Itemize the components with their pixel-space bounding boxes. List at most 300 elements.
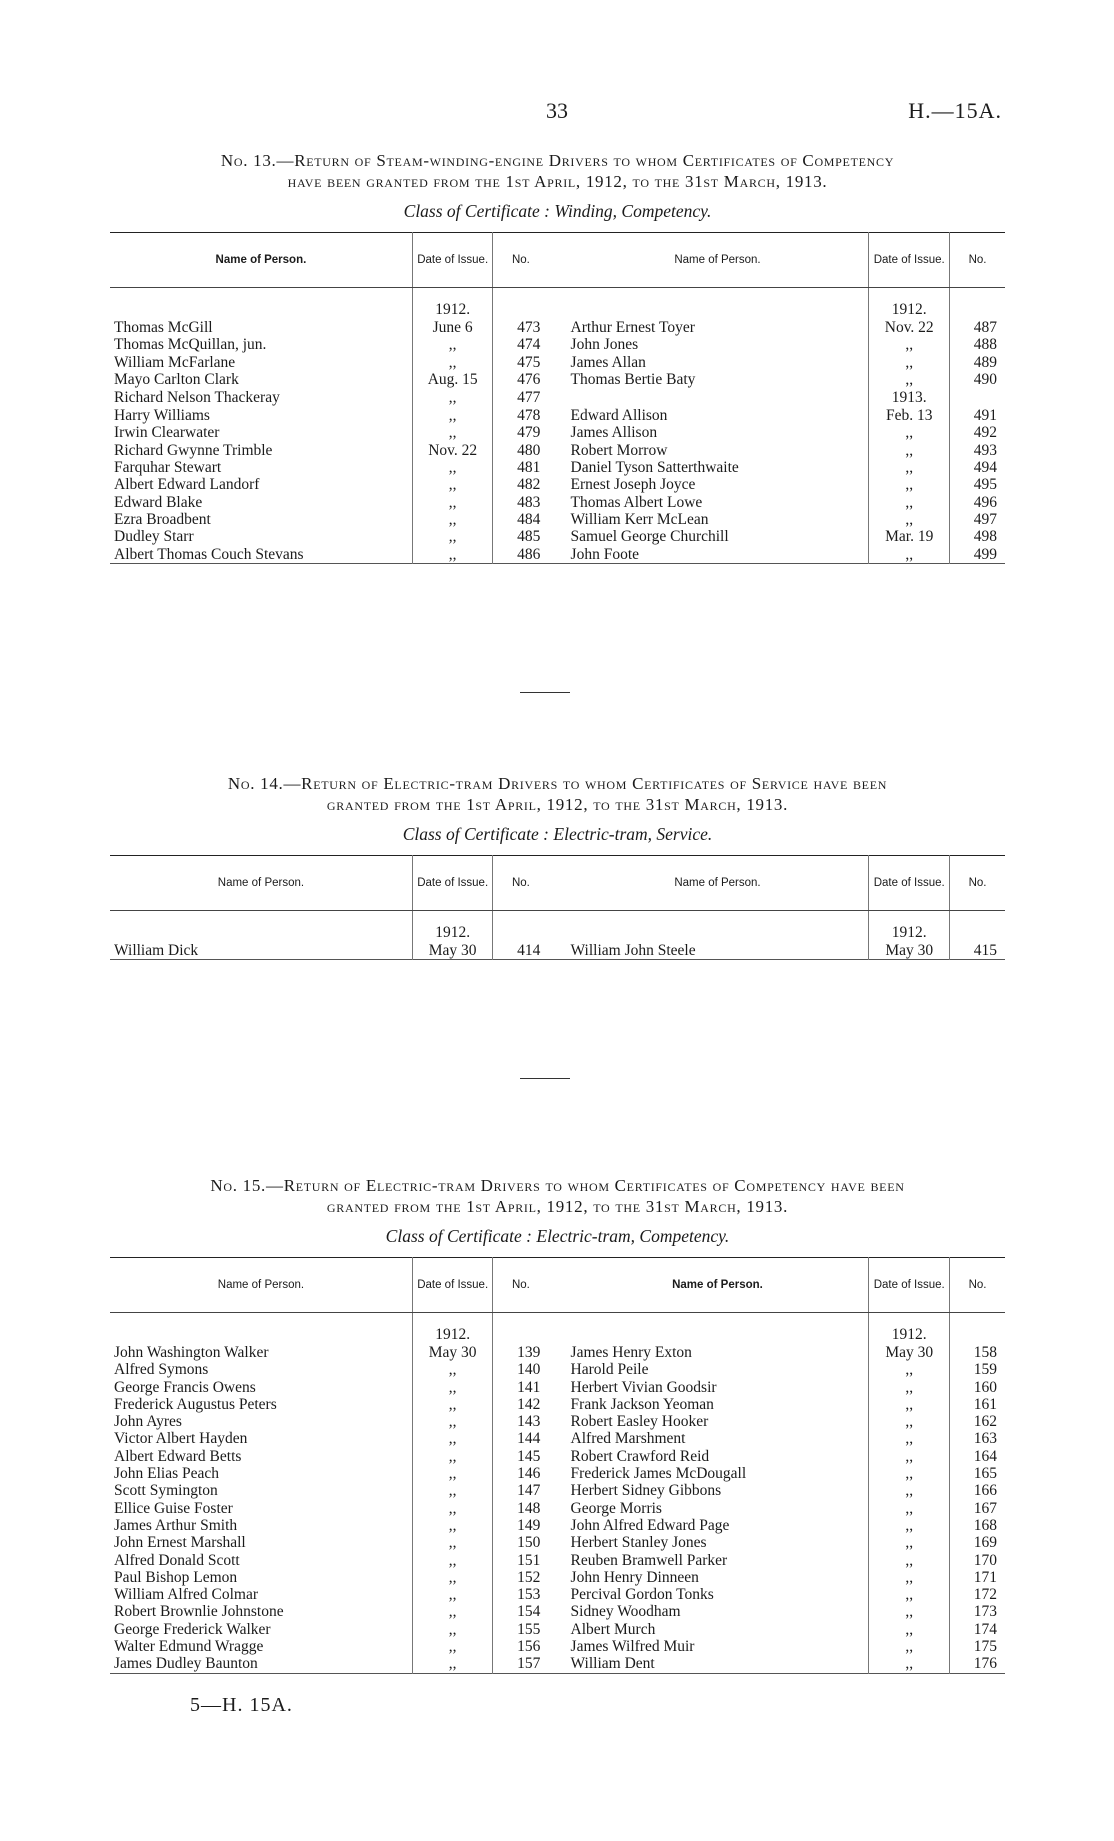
date-of-issue: 1913. <box>869 388 950 407</box>
person-name: John Washington Walker <box>114 1344 269 1361</box>
person-name: Alfred Symons <box>114 1361 209 1379</box>
section-title-line-2: have been granted from the 1st April, 1912, to the 31st March, 1913. <box>287 172 828 191</box>
certificate-number: 176 <box>950 1655 1005 1673</box>
date-of-issue: ,, <box>412 1430 493 1447</box>
certificate-number: 149 <box>493 1517 548 1534</box>
column-header-no: No. <box>493 233 548 288</box>
section-divider <box>520 1078 570 1079</box>
person-name: Frederick Augustus Peters <box>114 1395 277 1413</box>
certificate-number: 159 <box>950 1361 1005 1378</box>
person-name <box>567 388 869 407</box>
table-row <box>110 546 1005 564</box>
date-of-issue: ,, <box>869 1379 950 1396</box>
date-of-issue: ,, <box>412 1413 493 1430</box>
certificate-number: 169 <box>950 1534 1005 1551</box>
table-header-row <box>110 233 1005 288</box>
date-of-issue: ,, <box>412 1379 493 1396</box>
person-name: Richard Gwynne Trimble <box>114 441 273 459</box>
column-header-date: Date of Issue. <box>869 856 950 911</box>
section-title-line-1: No. 15.—Return of Electric-tram Drivers to whom Certificates of Competency have been <box>210 1176 905 1195</box>
person-name: John Foote <box>570 545 640 563</box>
date-of-issue: 1912. <box>412 300 493 319</box>
table-row <box>110 1586 1005 1603</box>
date-of-issue: Feb. 13 <box>869 407 950 424</box>
table-row <box>110 1621 1005 1638</box>
certificate-number: 478 <box>493 407 548 424</box>
certificate-number: 139 <box>493 1344 548 1361</box>
certificate-number: 160 <box>950 1379 1005 1396</box>
person-name: Robert Crawford Reid <box>570 1447 710 1465</box>
certificate-number: 498 <box>950 528 1005 545</box>
certificate-number: 493 <box>950 442 1005 459</box>
date-of-issue: 1912. <box>412 923 493 942</box>
date-of-issue: ,, <box>869 1413 950 1430</box>
date-of-issue: ,, <box>869 354 950 371</box>
table-row <box>110 336 1005 353</box>
date-of-issue: ,, <box>869 1638 950 1655</box>
date-of-issue: ,, <box>869 494 950 511</box>
table-row <box>110 1552 1005 1569</box>
column-header-name: Name of Person. <box>110 233 412 288</box>
section-title-line-1: No. 14.—Return of Electric-tram Drivers to whom Certificates of Service have been <box>227 774 888 793</box>
date-of-issue: ,, <box>869 1621 950 1638</box>
person-name: George Francis Owens <box>114 1378 256 1396</box>
person-name: William Dent <box>570 1655 655 1673</box>
date-of-issue: Nov. 22 <box>869 319 950 336</box>
certificate-number <box>493 300 548 319</box>
table-row <box>110 1465 1005 1482</box>
certificate-number: 172 <box>950 1586 1005 1603</box>
person-name: James Henry Exton <box>570 1344 692 1361</box>
person-name: George Morris <box>570 1499 662 1517</box>
date-of-issue: ,, <box>869 1361 950 1378</box>
certificate-number: 173 <box>950 1603 1005 1620</box>
date-of-issue: ,, <box>412 354 493 371</box>
certificate-number: 497 <box>950 511 1005 528</box>
person-name: Thomas McGill <box>114 319 213 336</box>
certificate-number: 164 <box>950 1448 1005 1465</box>
certificate-number: 158 <box>950 1344 1005 1361</box>
person-name: Richard Nelson Thackeray <box>114 389 280 407</box>
certificate-number: 167 <box>950 1500 1005 1517</box>
return-section-14 <box>110 773 1005 960</box>
person-name <box>567 1325 869 1344</box>
certificate-number <box>950 300 1005 319</box>
person-name: John Alfred Edward Page <box>570 1516 730 1534</box>
date-of-issue: ,, <box>869 546 950 564</box>
date-of-issue: ,, <box>869 1569 950 1586</box>
person-name: Sidney Woodham <box>570 1603 681 1621</box>
certificate-class-value: Winding, Competency. <box>554 201 712 221</box>
certificate-number: 174 <box>950 1621 1005 1638</box>
person-name: William McFarlane <box>114 353 236 371</box>
printer-signature: 5—H. 15A. <box>190 1694 293 1716</box>
person-name: Ezra Broadbent <box>114 510 211 528</box>
date-of-issue: ,, <box>412 388 493 407</box>
certificate-number: 481 <box>493 459 548 476</box>
person-name: Albert Edward Landorf <box>114 476 260 494</box>
certificate-number: 140 <box>493 1361 548 1378</box>
certificate-number: 154 <box>493 1603 548 1620</box>
person-name: Ellice Guise Foster <box>114 1499 233 1517</box>
person-name: Albert Murch <box>570 1620 656 1638</box>
page-reference: H.—15A. <box>908 98 1002 123</box>
date-of-issue: ,, <box>412 1586 493 1603</box>
date-of-issue: ,, <box>869 1655 950 1673</box>
person-name: Herbert Stanley Jones <box>570 1534 707 1552</box>
certificate-number: 146 <box>493 1465 548 1482</box>
column-header-date: Date of Issue. <box>412 233 493 288</box>
column-header-no: No. <box>950 856 1005 911</box>
table-row <box>110 354 1005 371</box>
date-of-issue: ,, <box>869 1500 950 1517</box>
date-of-issue: May 30 <box>412 942 493 960</box>
date-of-issue: May 30 <box>412 1344 493 1361</box>
column-header-name: Name of Person. <box>567 856 869 911</box>
date-of-issue: ,, <box>412 407 493 424</box>
column-header-name: Name of Person. <box>567 1258 869 1313</box>
date-of-issue: ,, <box>869 424 950 441</box>
section-title-line-2: granted from the 1st April, 1912, to the 31st March, 1913. <box>326 1197 789 1216</box>
date-of-issue: ,, <box>869 1430 950 1447</box>
date-of-issue: ,, <box>412 1655 493 1673</box>
person-name: Arthur Ernest Toyer <box>570 319 695 336</box>
date-of-issue: ,, <box>869 1396 950 1413</box>
section-title-line-1: No. 13.—Return of Steam-winding-engine Drivers to whom Certificates of Competency <box>220 151 895 170</box>
person-name <box>567 300 869 319</box>
table-row <box>110 1413 1005 1430</box>
certificate-number: 171 <box>950 1569 1005 1586</box>
table-row <box>110 300 1005 319</box>
date-of-issue: ,, <box>869 511 950 528</box>
person-name: John Henry Dinneen <box>570 1568 699 1586</box>
table-row <box>110 1517 1005 1534</box>
date-of-issue: May 30 <box>869 942 950 960</box>
date-of-issue: ,, <box>869 371 950 388</box>
table-row <box>110 407 1005 424</box>
table-row <box>110 1448 1005 1465</box>
table-row <box>110 511 1005 528</box>
date-of-issue: ,, <box>412 1361 493 1378</box>
table-row <box>110 942 1005 960</box>
certificate-number: 152 <box>493 1569 548 1586</box>
date-of-issue: Nov. 22 <box>412 442 493 459</box>
certificate-class-label: Class of Certificate : <box>402 824 550 844</box>
date-of-issue: ,, <box>412 1569 493 1586</box>
person-name: Walter Edmund Wragge <box>114 1638 264 1656</box>
person-name: Farquhar Stewart <box>114 459 222 477</box>
certificate-number: 163 <box>950 1430 1005 1447</box>
certificate-number: 414 <box>493 942 548 960</box>
certificate-number: 151 <box>493 1552 548 1569</box>
person-name: Albert Thomas Couch Stevans <box>114 545 304 563</box>
person-name: Thomas Albert Lowe <box>570 493 703 511</box>
table-row <box>110 1500 1005 1517</box>
date-of-issue: ,, <box>869 442 950 459</box>
person-name: Ernest Joseph Joyce <box>570 476 696 494</box>
return-section-13 <box>110 150 1005 564</box>
date-of-issue: ,, <box>869 1586 950 1603</box>
certificate-number: 162 <box>950 1413 1005 1430</box>
person-name: James Arthur Smith <box>114 1516 238 1534</box>
column-header-date: Date of Issue. <box>412 856 493 911</box>
person-name: William John Steele <box>570 942 696 959</box>
person-name: William Alfred Colmar <box>114 1586 259 1604</box>
date-of-issue: ,, <box>869 1534 950 1551</box>
date-of-issue: ,, <box>412 336 493 353</box>
person-name <box>110 300 412 319</box>
certificate-number: 153 <box>493 1586 548 1603</box>
person-name: Reuben Bramwell Parker <box>570 1551 728 1569</box>
certificate-number: 142 <box>493 1396 548 1413</box>
certificate-class-label: Class of Certificate : <box>403 201 550 221</box>
certificate-number: 494 <box>950 459 1005 476</box>
column-header-name: Name of Person. <box>567 233 869 288</box>
certificate-number: 490 <box>950 371 1005 388</box>
certificate-number: 165 <box>950 1465 1005 1482</box>
table-header-row <box>110 1258 1005 1313</box>
certificate-class-label: Class of Certificate : <box>385 1226 532 1246</box>
date-of-issue: ,, <box>412 459 493 476</box>
certificate-number <box>950 1325 1005 1344</box>
person-name: Daniel Tyson Satterthwaite <box>570 459 739 477</box>
certificate-number: 150 <box>493 1534 548 1551</box>
person-name <box>110 1325 412 1344</box>
date-of-issue: ,, <box>412 511 493 528</box>
person-name: Robert Easley Hooker <box>570 1413 709 1431</box>
date-of-issue: May 30 <box>869 1344 950 1361</box>
person-name: James Allan <box>570 353 646 371</box>
certificate-number: 496 <box>950 494 1005 511</box>
date-of-issue: ,, <box>869 1448 950 1465</box>
person-name: Victor Albert Hayden <box>114 1430 248 1448</box>
certificate-number: 487 <box>950 319 1005 336</box>
table-row <box>110 1638 1005 1655</box>
person-name: James Dudley Baunton <box>114 1655 258 1673</box>
certificate-class <box>110 201 1005 222</box>
person-name: John Elias Peach <box>114 1465 220 1483</box>
table-row <box>110 424 1005 441</box>
page-number: 33 <box>546 98 568 123</box>
date-of-issue: ,, <box>412 1500 493 1517</box>
date-of-issue: ,, <box>869 459 950 476</box>
date-of-issue: 1912. <box>869 923 950 942</box>
person-name: James Wilfred Muir <box>570 1638 695 1656</box>
date-of-issue: ,, <box>869 1482 950 1499</box>
certificate-number: 156 <box>493 1638 548 1655</box>
certificate-number: 144 <box>493 1430 548 1447</box>
person-name: Harry Williams <box>114 407 210 425</box>
date-of-issue: Mar. 19 <box>869 528 950 545</box>
date-of-issue: ,, <box>412 1638 493 1655</box>
certificate-number: 170 <box>950 1552 1005 1569</box>
certificate-number: 477 <box>493 388 548 407</box>
person-name: Edward Blake <box>114 493 203 511</box>
table-row <box>110 1396 1005 1413</box>
certificate-number: 483 <box>493 494 548 511</box>
certificate-number: 141 <box>493 1379 548 1396</box>
certificate-number: 161 <box>950 1396 1005 1413</box>
certificate-number: 489 <box>950 354 1005 371</box>
date-of-issue: June 6 <box>412 319 493 336</box>
date-of-issue: ,, <box>412 1396 493 1413</box>
certificate-number <box>950 388 1005 407</box>
column-header-no: No. <box>950 233 1005 288</box>
table-row <box>110 442 1005 459</box>
certificate-table <box>110 855 1005 960</box>
certificate-number: 147 <box>493 1482 548 1499</box>
date-of-issue: ,, <box>869 1465 950 1482</box>
date-of-issue: 1912. <box>869 300 950 319</box>
person-name: Percival Gordon Tonks <box>570 1586 714 1604</box>
person-name: Paul Bishop Lemon <box>114 1568 238 1586</box>
certificate-number: 480 <box>493 442 548 459</box>
table-row <box>110 388 1005 407</box>
date-of-issue: ,, <box>869 476 950 493</box>
date-of-issue: ,, <box>412 476 493 493</box>
table-row <box>110 1603 1005 1620</box>
certificate-number: 415 <box>950 942 1005 960</box>
certificate-number: 492 <box>950 424 1005 441</box>
table-row <box>110 1655 1005 1673</box>
column-header-no: No. <box>493 1258 548 1313</box>
table-row <box>110 1325 1005 1344</box>
person-name: Mayo Carlton Clark <box>114 370 239 388</box>
column-header-date: Date of Issue. <box>869 233 950 288</box>
person-name: Dudley Starr <box>114 528 194 546</box>
person-name: Alfred Donald Scott <box>114 1551 240 1569</box>
table-row <box>110 528 1005 545</box>
table-row <box>110 1361 1005 1378</box>
table-row <box>110 371 1005 388</box>
person-name: John Jones <box>570 336 639 354</box>
table-row <box>110 1379 1005 1396</box>
return-section-15 <box>110 1175 1005 1674</box>
person-name: John Ernest Marshall <box>114 1534 246 1552</box>
person-name: Harold Peile <box>570 1361 649 1379</box>
table-row <box>110 1534 1005 1551</box>
table-row <box>110 1569 1005 1586</box>
certificate-number: 148 <box>493 1500 548 1517</box>
column-header-date: Date of Issue. <box>412 1258 493 1313</box>
certificate-number: 168 <box>950 1517 1005 1534</box>
table-row <box>110 1344 1005 1361</box>
certificate-table <box>110 232 1005 564</box>
certificate-number: 473 <box>493 319 548 336</box>
person-name: Frank Jackson Yeoman <box>570 1395 714 1413</box>
section-divider <box>520 692 570 693</box>
table-row <box>110 923 1005 942</box>
date-of-issue: ,, <box>412 528 493 545</box>
date-of-issue: ,, <box>869 1603 950 1620</box>
date-of-issue: ,, <box>412 1621 493 1638</box>
certificate-number: 491 <box>950 407 1005 424</box>
date-of-issue: Aug. 15 <box>412 371 493 388</box>
date-of-issue: ,, <box>412 1552 493 1569</box>
section-title-line-2: granted from the 1st April, 1912, to the 31st March, 1913. <box>326 795 789 814</box>
column-header-date: Date of Issue. <box>869 1258 950 1313</box>
person-name: Edward Allison <box>570 407 668 425</box>
person-name: Albert Edward Betts <box>114 1447 242 1465</box>
table-row <box>110 494 1005 511</box>
person-name: Thomas McQuillan, jun. <box>114 336 267 354</box>
certificate-number: 145 <box>493 1448 548 1465</box>
certificate-number: 474 <box>493 336 548 353</box>
date-of-issue: ,, <box>412 1448 493 1465</box>
person-name: Thomas Bertie Baty <box>570 370 696 388</box>
certificate-class <box>110 1226 1005 1247</box>
person-name: Frederick James McDougall <box>570 1465 747 1483</box>
certificate-number <box>493 923 548 942</box>
table-row <box>110 459 1005 476</box>
certificate-number: 485 <box>493 528 548 545</box>
date-of-issue: ,, <box>412 1603 493 1620</box>
person-name: Irwin Clearwater <box>114 424 220 442</box>
certificate-number: 479 <box>493 424 548 441</box>
certificate-number: 488 <box>950 336 1005 353</box>
date-of-issue: ,, <box>412 1465 493 1482</box>
date-of-issue: ,, <box>412 1482 493 1499</box>
certificate-number: 175 <box>950 1638 1005 1655</box>
certificate-class <box>110 824 1005 845</box>
date-of-issue: ,, <box>412 494 493 511</box>
person-name: James Allison <box>570 424 658 442</box>
date-of-issue: ,, <box>869 1552 950 1569</box>
person-name: John Ayres <box>114 1413 182 1431</box>
person-name: Herbert Sidney Gibbons <box>570 1482 722 1500</box>
table-row <box>110 319 1005 336</box>
certificate-class-value: Electric-tram, Service. <box>553 824 713 844</box>
date-of-issue: ,, <box>412 1534 493 1551</box>
person-name: Robert Morrow <box>570 441 668 459</box>
date-of-issue: ,, <box>412 1517 493 1534</box>
person-name: George Frederick Walker <box>114 1620 271 1638</box>
certificate-number: 157 <box>493 1655 548 1673</box>
certificate-number: 486 <box>493 546 548 564</box>
certificate-number: 476 <box>493 371 548 388</box>
date-of-issue: ,, <box>869 1517 950 1534</box>
certificate-table <box>110 1257 1005 1674</box>
certificate-number: 166 <box>950 1482 1005 1499</box>
table-header-row <box>110 856 1005 911</box>
person-name: William Dick <box>114 942 199 959</box>
date-of-issue: 1912. <box>869 1325 950 1344</box>
column-header-name: Name of Person. <box>110 856 412 911</box>
certificate-number: 499 <box>950 546 1005 564</box>
column-header-no: No. <box>493 856 548 911</box>
date-of-issue: ,, <box>412 546 493 564</box>
certificate-number: 155 <box>493 1621 548 1638</box>
person-name: Robert Brownlie Johnstone <box>114 1603 284 1621</box>
certificate-number: 495 <box>950 476 1005 493</box>
table-row <box>110 1482 1005 1499</box>
certificate-number <box>950 923 1005 942</box>
person-name: Scott Symington <box>114 1482 218 1500</box>
table-row <box>110 1430 1005 1447</box>
person-name: Alfred Marshment <box>570 1430 686 1448</box>
certificate-number: 143 <box>493 1413 548 1430</box>
person-name: William Kerr McLean <box>570 510 709 528</box>
date-of-issue: ,, <box>869 336 950 353</box>
person-name: Samuel George Churchill <box>570 528 729 546</box>
person-name <box>567 923 869 942</box>
table-row <box>110 476 1005 493</box>
column-header-no: No. <box>950 1258 1005 1313</box>
column-header-name: Name of Person. <box>110 1258 412 1313</box>
person-name <box>110 923 412 942</box>
date-of-issue: ,, <box>412 424 493 441</box>
certificate-number: 475 <box>493 354 548 371</box>
